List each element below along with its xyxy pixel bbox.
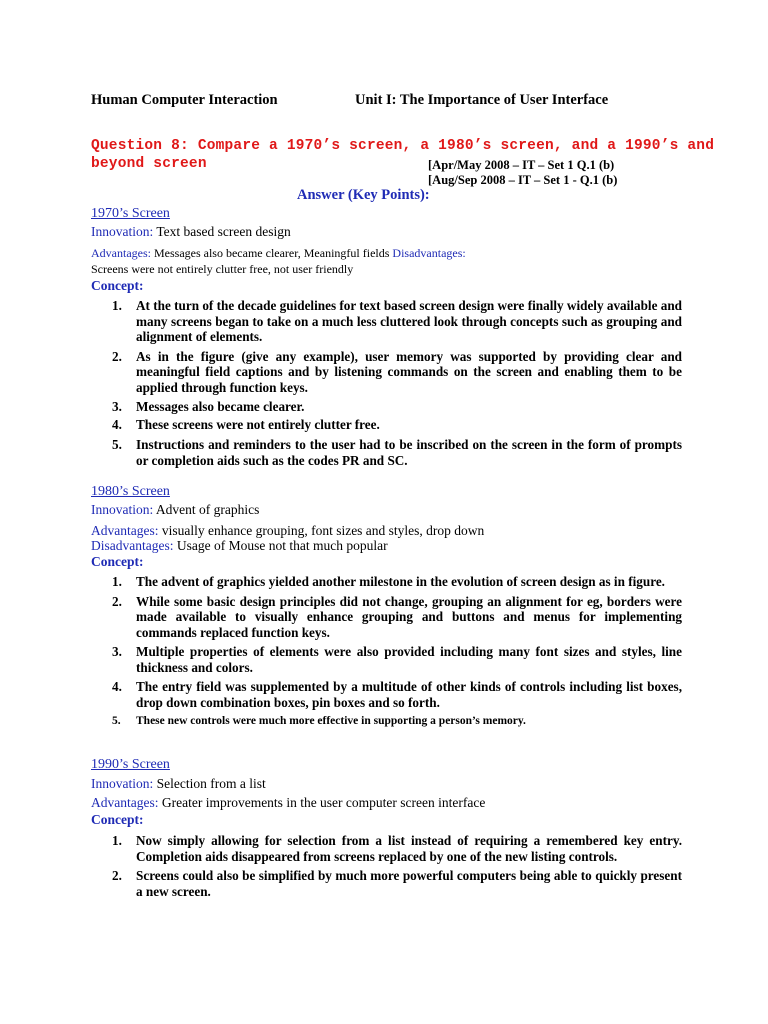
innovation-text: Advent of graphics bbox=[153, 502, 260, 517]
innovation-text: Text based screen design bbox=[153, 224, 291, 239]
list-item: 1. The advent of graphics yielded another milestone in the evolution of screen design as in figure. bbox=[112, 574, 665, 589]
list-item: 2. Screens could also be simplified by much more powerful computers being able to quickly present a new screen. bbox=[112, 868, 682, 899]
innovation-1970 bbox=[91, 224, 291, 240]
advantages-1990 bbox=[91, 795, 485, 811]
list-item: 5. These new controls were much more effective in supporting a person’s memory. bbox=[112, 715, 526, 727]
advantages-text: Messages also became clearer, Meaningful fields bbox=[150, 246, 393, 260]
advantages-label: Advantages: bbox=[91, 523, 159, 538]
list-item: 3. Multiple properties of elements were also provided including many font sizes and styles, line thickness and colors. bbox=[112, 644, 682, 675]
concept-label-1980: Concept: bbox=[91, 554, 144, 569]
innovation-text: Selection from a list bbox=[153, 776, 266, 791]
header-course-title: Human Computer Interaction bbox=[91, 92, 278, 108]
disadvantages-1980 bbox=[91, 538, 388, 554]
innovation-label: Innovation: bbox=[91, 502, 154, 517]
disadvantages-label: Disadvantages: bbox=[91, 538, 174, 553]
advantages-1980 bbox=[91, 523, 484, 539]
list-item: 1. At the turn of the decade guidelines for text based screen design were finally widely available and many screens began to take on a much less cluttered look through concepts such as grouping and alignment of elements. bbox=[112, 298, 682, 344]
list-item: 5. Instructions and reminders to the user had to be inscribed on the screen in the form of prompts or completion aids such as the codes PR and SC. bbox=[112, 437, 682, 468]
advantages-text: Greater improvements in the user computer screen interface bbox=[158, 795, 486, 810]
section-heading-1970: 1970’s Screen bbox=[91, 206, 170, 221]
list-item: 4. These screens were not entirely clutter free. bbox=[112, 416, 380, 432]
disadvantages-text: Usage of Mouse not that much popular bbox=[173, 538, 388, 553]
concept-list-1970 bbox=[112, 298, 682, 472]
innovation-label: Innovation: bbox=[91, 776, 154, 791]
innovation-1980 bbox=[91, 502, 259, 518]
disadvantages-1970: Screens were not entirely clutter free, not user friendly bbox=[91, 262, 354, 276]
header-unit-title: Unit I: The Importance of User Interface bbox=[355, 92, 609, 108]
section-heading-1990: 1990’s Screen bbox=[91, 757, 170, 772]
question-line-1: Question 8: Compare a 1970’s screen, a 1980’s screen, and a 1990’s and bbox=[91, 138, 715, 154]
list-item: 3. Messages also became clearer. bbox=[112, 399, 305, 414]
innovation-label: Innovation: bbox=[91, 224, 154, 239]
list-item: 1. Now simply allowing for selection from a list instead of requiring a remembered key entry. Completion aids disappeared from screens replaced by one of the new listing controls. bbox=[112, 833, 682, 864]
concept-label-1970: Concept: bbox=[91, 278, 144, 293]
list-item: 2. As in the figure (give any example), user memory was supported by providing clear and meaningful field captions and by listening commands on the screen and enabling them to be applied through function keys. bbox=[112, 348, 682, 395]
concept-label-1990: Concept: bbox=[91, 812, 144, 827]
innovation-1990 bbox=[91, 776, 266, 792]
exam-reference-1: [Apr/May 2008 – IT – Set 1 Q.1 (b) bbox=[428, 158, 615, 172]
answer-title: Answer (Key Points): bbox=[297, 187, 430, 203]
concept-list-1980 bbox=[112, 574, 682, 734]
concept-list-1990 bbox=[112, 833, 682, 903]
list-item: 4. The entry field was supplemented by a multitude of other kinds of controls including list boxes, drop down combination boxes, pin boxes and so forth. bbox=[112, 679, 682, 710]
list-item: 2. While some basic design principles did not change, grouping an alignment for eg, borders were made available to visually enhance grouping and buttons and menus for implementing commands replaced function keys. bbox=[112, 593, 682, 640]
advantages-label: Advantages: bbox=[91, 246, 151, 260]
question-line-2: beyond screen bbox=[91, 156, 207, 172]
section-heading-1980: 1980’s Screen bbox=[91, 484, 170, 499]
disadvantages-label: Disadvantages: bbox=[392, 246, 466, 260]
advantages-text: visually enhance grouping, font sizes and styles, drop down bbox=[158, 523, 485, 538]
advantages-label: Advantages: bbox=[91, 795, 159, 810]
advantages-1970 bbox=[91, 246, 466, 261]
exam-reference-2: [Aug/Sep 2008 – IT – Set 1 - Q.1 (b) bbox=[428, 173, 618, 187]
